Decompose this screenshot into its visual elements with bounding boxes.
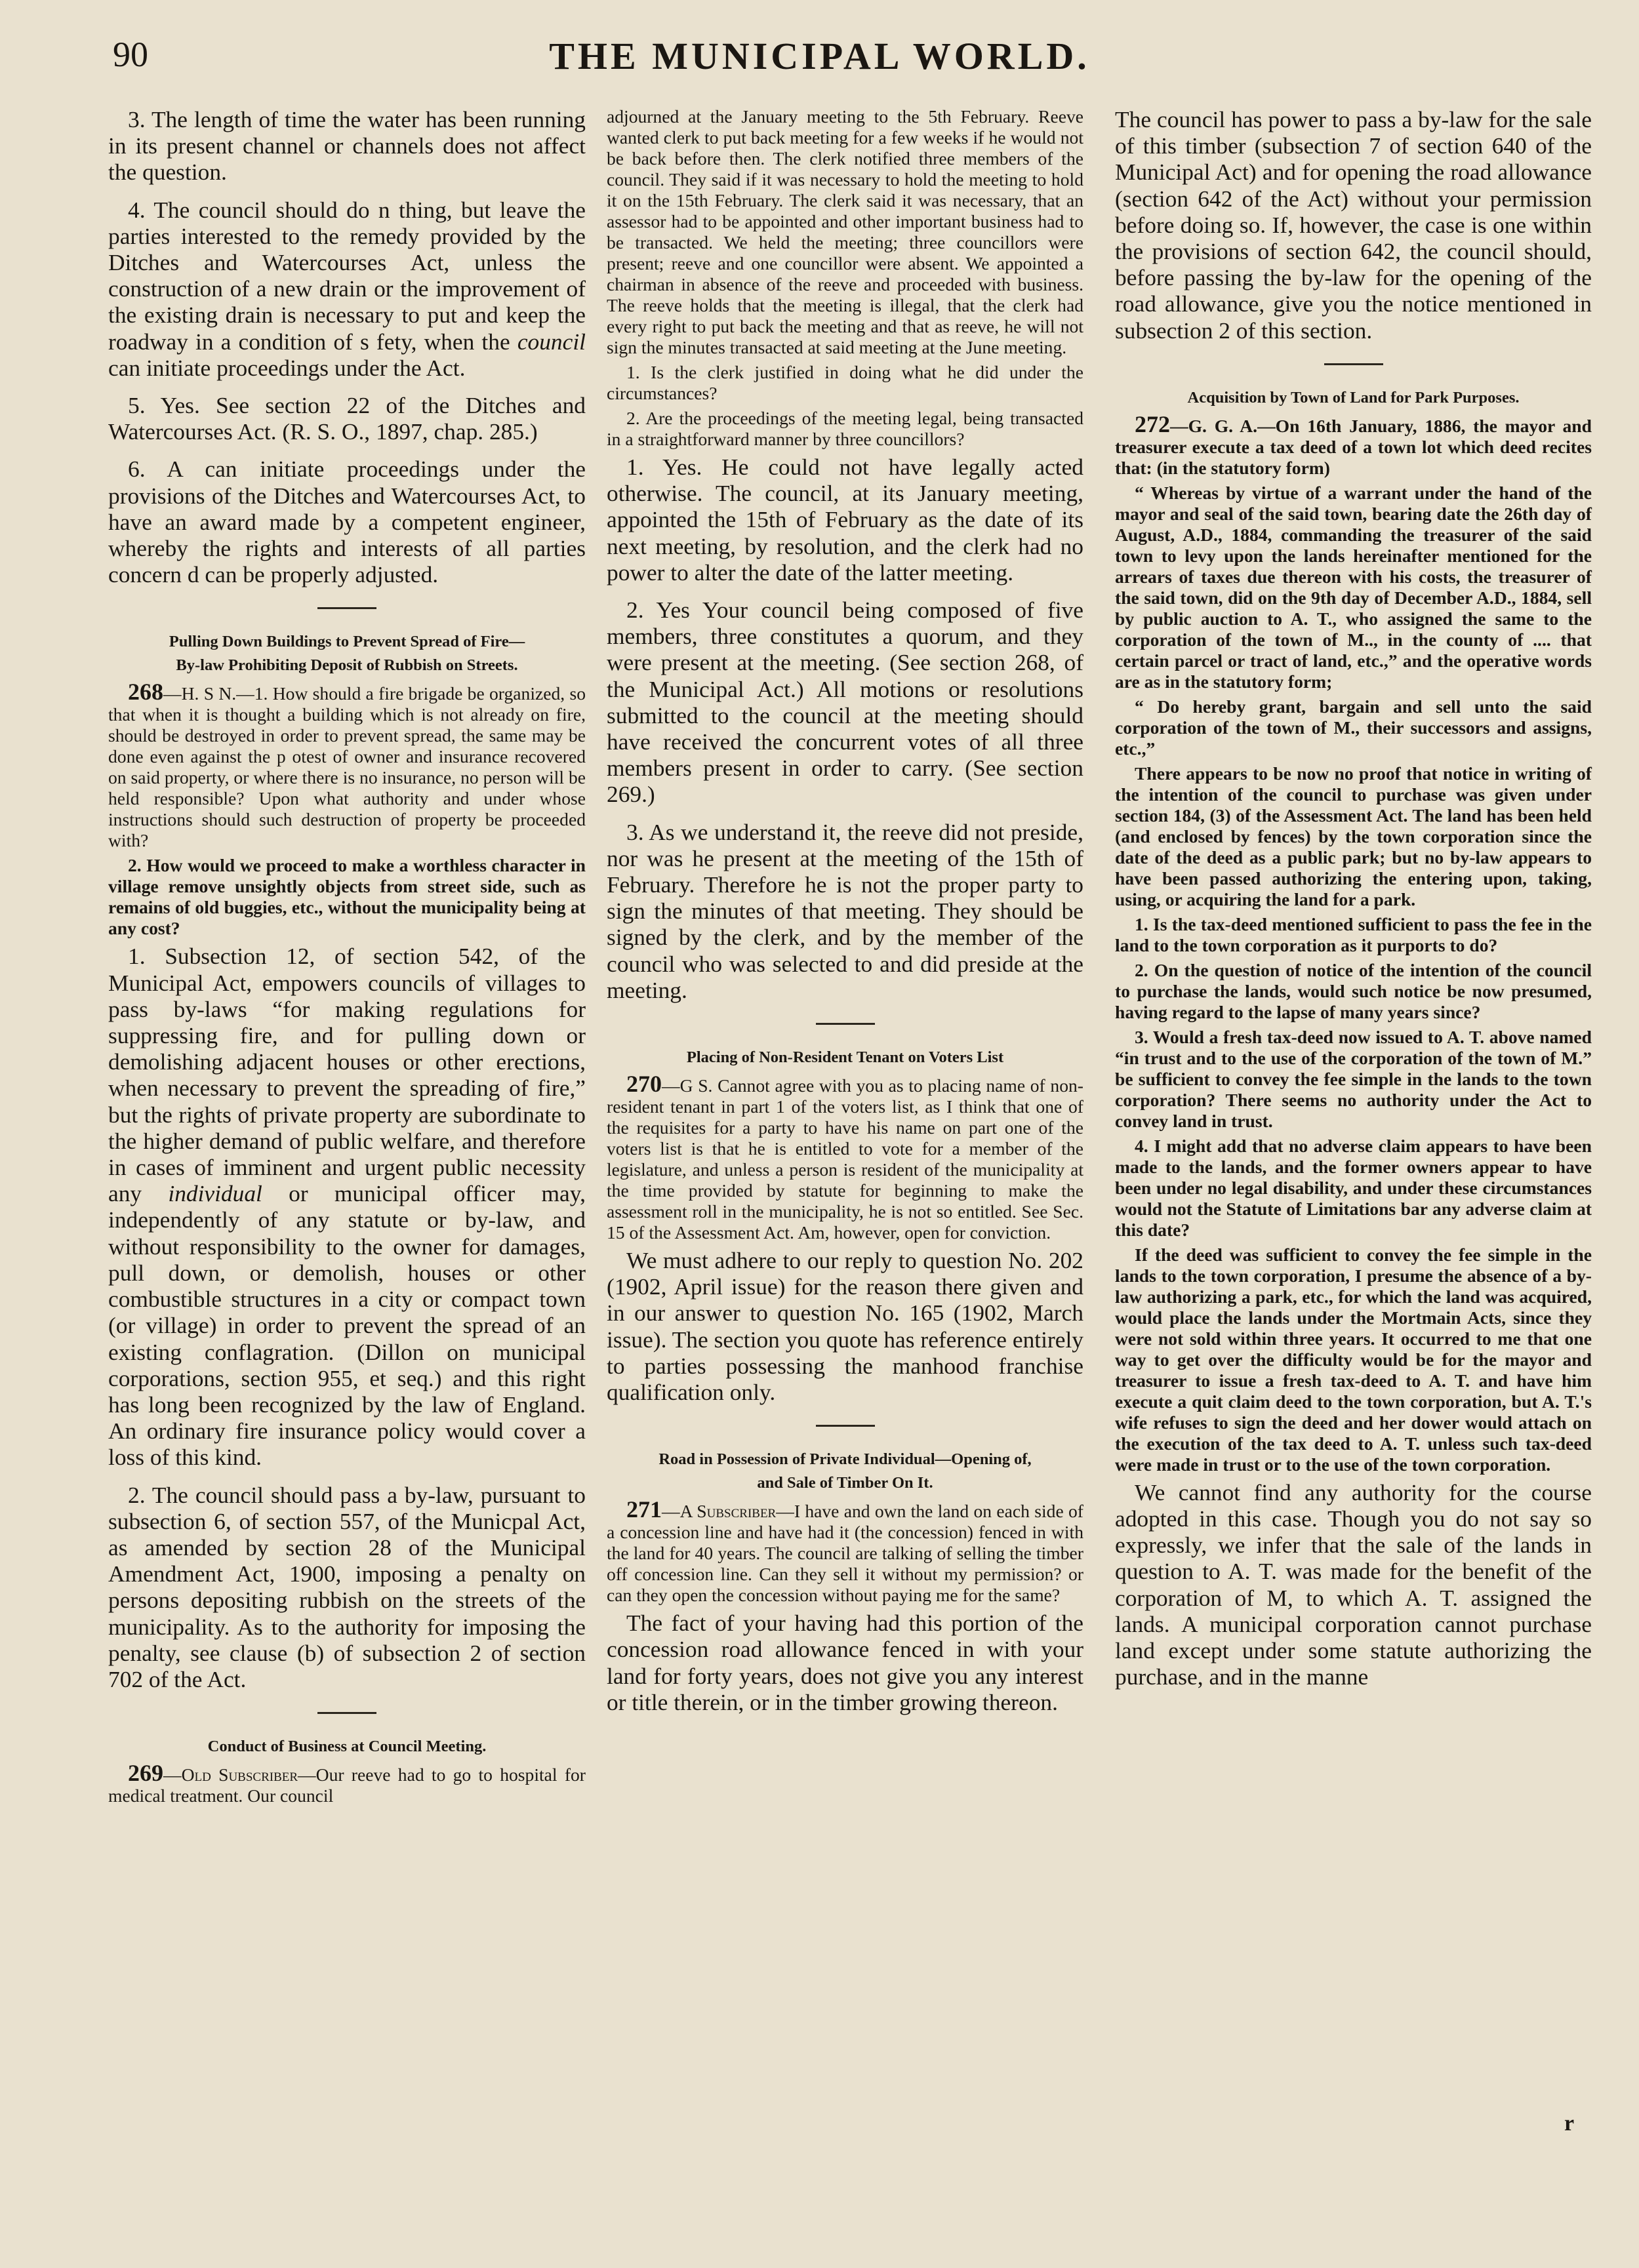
question-number: 271 [626, 1496, 662, 1523]
answer-paragraph: 4. The council should do n thing, but leave the parties interested to the remedy provided by the Ditches and Watercourses Act, unless the construction of a new drain or the improvement of the existing drain is necessary to put and keep the roadway in a condition of s fety, when the council can initiate proceedings under the Act. [108, 196, 586, 381]
answer-paragraph: We must adhere to our reply to question No. 202 (1902, April issue) for the reason there given and in our answer to question No. 165 (1902, March issue). The section you quote has reference entirely to parties possessing the manhood franchise qualification only. [607, 1247, 1083, 1406]
question-paragraph: adjourned at the January meeting to the 5th February. Reeve wanted clerk to put back meeting for a few weeks if he would not be back before then. The clerk notified three members of the council. They said if it was necessary to hold the meeting to hold it on the 15th February. The clerk said it was necessary, that an assessor had to be appointed and other important business had to be transacted. We held the meeting; three councillors were present; reeve and one councillor were absent. We appointed a chairman in absence of the reeve and proceeded with business. The reeve holds that the meeting is illegal, that the clerk had every right to put back the meeting and that as reeve, he will not sign the minutes transacted at said meeting at the June meeting. [607, 106, 1083, 357]
answer-paragraph: The fact of your having had this portion of the concession road allowance fenced in with your land for forty years, does not give you any interest or title therein, or in the timber growing thereon. [607, 1610, 1083, 1715]
question-number: 269 [128, 1760, 163, 1787]
answer-paragraph: 6. A can initiate proceedings under the provisions of the Ditches and Watercourses Act, to have an award made by a competent engineer, whereby the rights and interests of all parties concern d can be properly adjusted. [108, 456, 586, 588]
question-number: 268 [128, 679, 163, 706]
section-divider [816, 1023, 875, 1025]
answer-paragraph: 5. Yes. See section 22 of the Ditches and Watercourses Act. (R. S. O., 1897, chap. 285.) [108, 392, 586, 445]
answer-paragraph: The council has power to pass a by-law for the sale of this timber (subsection 7 of section 640 of the Municipal Act) and for opening the road allowance (section 642 of the Act) without your permission before doing so. If, however, the case is one within the provisions of section 642, the council should, before passing the by-law for the opening of the road allowance, give you the notice mentioned in subsection 2 of this section. [1115, 106, 1592, 344]
hyphenation-continuation: r [1564, 2111, 1575, 2136]
page-header [0, 34, 1639, 87]
question-paragraph: 2. How would we proceed to make a worthless character in village remove unsightly objects from street side, such as remains of old buggies, etc., without the municipality being at any cost? [108, 855, 586, 939]
quoted-deed-text: “ Do hereby grant, bargain and sell unto the said corporation of the town of M., their successors and assigns, etc.,” [1115, 696, 1592, 759]
quoted-deed-text: “ Whereas by virtue of a warrant under the hand of the mayor and seal of the said town, bearing date the 26th day of August, A.D., 1884, commanding the treasurer of the said town to levy upon the lands hereinafter mentioned for the arrears of taxes due thereon with his costs, the treasurer of the said town, did on the 9th day of December A.D., 1884, sell by public auction to A. T., who assigned the same to the corporation of the town of M.., in the county of .... that certain parcel or tract of land, etc.,” and the operative words are as in the statutory form; [1115, 482, 1592, 692]
question-paragraph: 268—H. S N.—1. How should a fire brigade be organized, so that when it is thought a building which is not already on fire, should be destroyed in order to prevent spread, the same may be done even against the p otest of owner and insurance recovered on said property, or where there is no insurance, no person will be held responsible? Upon what authority and under whose instructions should such destruction of property be proceeded with? [108, 679, 586, 851]
answer-paragraph: 1. Yes. He could not have legally acted otherwise. The council, at its January meeting, appointed the 15th of February as the date of its next meeting, by resolution, and the clerk had no power to alter the date of the latter meeting. [607, 454, 1083, 586]
section-heading: Road in Possession of Private Individual—Opening of, and Sale of Timber On It. [658, 1450, 1032, 1492]
answer-paragraph: 1. Subsection 12, of section 542, of the Municipal Act, empowers councils of villages to pass by-laws “for making regulations for suppressing fire, and for pulling down or demolishing adjacent houses or other erections, when necessary to prevent the spreading of fire,” but the rights of private property are subordinate to the higher demand of public welfare, and therefore in cases of imminent and urgent public necessity any individual or municipal officer may, independently of any statute or by-law, and without responsibility to the owner for damages, pull down, or demolish, houses or other combustible structures in a city or compact town (or village) in order to prevent the spread of an existing conflagration. (Dillon on municipal corporations, section 955, et seq.) and this right has long been recognized by the law of England. An ordinary fire insurance policy would cover a loss of this kind. [108, 943, 586, 1471]
question-paragraph: 1. Is the clerk justified in doing what he did under the circumstances? [607, 362, 1083, 403]
section-divider [317, 1712, 376, 1714]
section-heading: Pulling Down Buildings to Prevent Spread of Fire— By-law Prohibiting Deposit of Rubbish on Streets. [169, 633, 525, 675]
question-paragraph: 269—Old Subscriber—Our reeve had to go to hospital for medical treatment. Our council [108, 1760, 586, 1806]
question-number: 272 [1135, 410, 1170, 437]
answer-paragraph: We cannot find any authority for the course adopted in this case. Though you do not say so expressly, we infer that the sale of the lands in question to A. T. was made for the benefit of the corporation of M, to which A. T. assigned the lands. A municipal corporation cannot purchase land except under some statute authorizing the purchase, and in the manne [1115, 1479, 1592, 1690]
question-paragraph: If the deed was sufficient to convey the fee simple in the lands to the town corporation, I presume the absence of a by-law authorizing a park, etc., for which the land was acquired, would place the lands under the Mortmain Acts, since they were not sold within three years. It occurred to me that one way to get over the difficulty would be for the mayor and treasurer to issue a fresh tax-deed to A. T. and have him execute a quit claim deed to the town corporation, but A. T.'s wife refuses to sign the deed and her dower would attach on the execution of the tax deed to A. T. unless such tax-deed were made in trust or to the use of the town corporation. [1115, 1244, 1592, 1475]
question-number: 270 [626, 1071, 662, 1098]
page-number: 90 [113, 35, 148, 74]
question-paragraph: 3. Would a fresh tax-deed now issued to A. T. above named “in trust and to the use of the corporation of the town of M.” be sufficient to convey the fee simple in the lands to the town corporation? There seems no authority under the Act to convey land in trust. [1115, 1026, 1592, 1131]
section-divider [317, 607, 376, 609]
question-paragraph: 2. On the question of notice of the intention of the council to purchase the lands, would such notice be now presumed, having regard to the lapse of many years since? [1115, 959, 1592, 1022]
answer-paragraph: 2. The council should pass a by-law, pursuant to subsection 6, of section 557, of the Municpal Act, as amended by section 28 of the Municipal Amendment Act, 1900, imposing a penalty on persons depositing rubbish on the streets of the municipality. As to the authority for imposing the penalty, see clause (b) of subsection 2 of section 702 of the Act. [108, 1481, 586, 1692]
section-divider [1324, 363, 1383, 365]
answer-paragraph: 2. Yes Your council being composed of five members, three constitutes a quorum, and they were present at the meeting. (See section 268, of the Municipal Act.) All motions or resolutions submitted to the council at the meeting should have received the concurrent votes of all three members present in order to carry. (See section 269.) [607, 597, 1083, 808]
question-paragraph: 1. Is the tax-deed mentioned sufficient to pass the fee in the land to the town corporation as it purports to do? [1115, 913, 1592, 955]
question-paragraph: 271—A Subscriber—I have and own the land on each side of a concession line and have had it (the concession) fenced in with the land for 40 years. The council are talking of selling the timber off concession line. Can they sell it without my permission? or can they open the concession without paying me for the same? [607, 1496, 1083, 1606]
section-heading: Acquisition by Town of Land for Park Purposes. [1187, 388, 1520, 407]
section-heading: Conduct of Business at Council Meeting. [207, 1738, 487, 1756]
section-divider [816, 1425, 875, 1427]
question-paragraph: 4. I might add that no adverse claim appears to have been made to the lands, and the former owners appear to have been under no legal disability, and under these circumstances would not the Statute of Limitations bar any adverse claim at this date? [1115, 1135, 1592, 1240]
question-paragraph: There appears to be now no proof that notice in writing of the intention of the council to purchase was given under section 184, (3) of the Assessment Act. The land has been held (and enclosed by fences) by the town corporation since the date of the deed as a public park; but no by-law appears to have been passed authorizing the entering upon, taking, using, or acquiring the land for a park. [1115, 763, 1592, 909]
question-paragraph: 2. Are the proceedings of the meeting legal, being transacted in a straightforward manner by three councillors? [607, 408, 1083, 449]
column-3 [1115, 106, 1592, 1690]
question-paragraph: 270—G S. Cannot agree with you as to placing name of non-resident tenant in part 1 of the voters list, as I think that one of the requisites for a party to have his name on part one of the voters list is that he is entitled to vote for a member of the legislature, and unless a person is resident of the municipality at the time provided by statute for beginning to make the assessment roll in the municipality, he is not so entitled. See Sec. 15 of the Assessment Act. Am, however, open for conviction. [607, 1071, 1083, 1243]
column-1 [108, 106, 586, 1806]
question-paragraph: 272—G. G. A.—On 16th January, 1886, the mayor and treasurer execute a tax deed of a town lot which deed recites that: (in the statutory form) [1115, 410, 1592, 478]
section-heading: Placing of Non-Resident Tenant on Voters List [686, 1048, 1004, 1067]
answer-paragraph: 3. As we understand it, the reeve did not preside, nor was he present at the meeting of the 15th of February. Therefore he is not the proper party to sign the minutes of that meeting. They should be signed by the clerk, and by the member of the council who was selected to and did preside at the meeting. [607, 818, 1083, 1003]
answer-paragraph: 3. The length of time the water has been running in its present channel or channels does not affect the question. [108, 106, 586, 186]
column-2 [607, 106, 1083, 1715]
journal-title: THE MUNICIPAL WORLD. [549, 35, 1090, 77]
